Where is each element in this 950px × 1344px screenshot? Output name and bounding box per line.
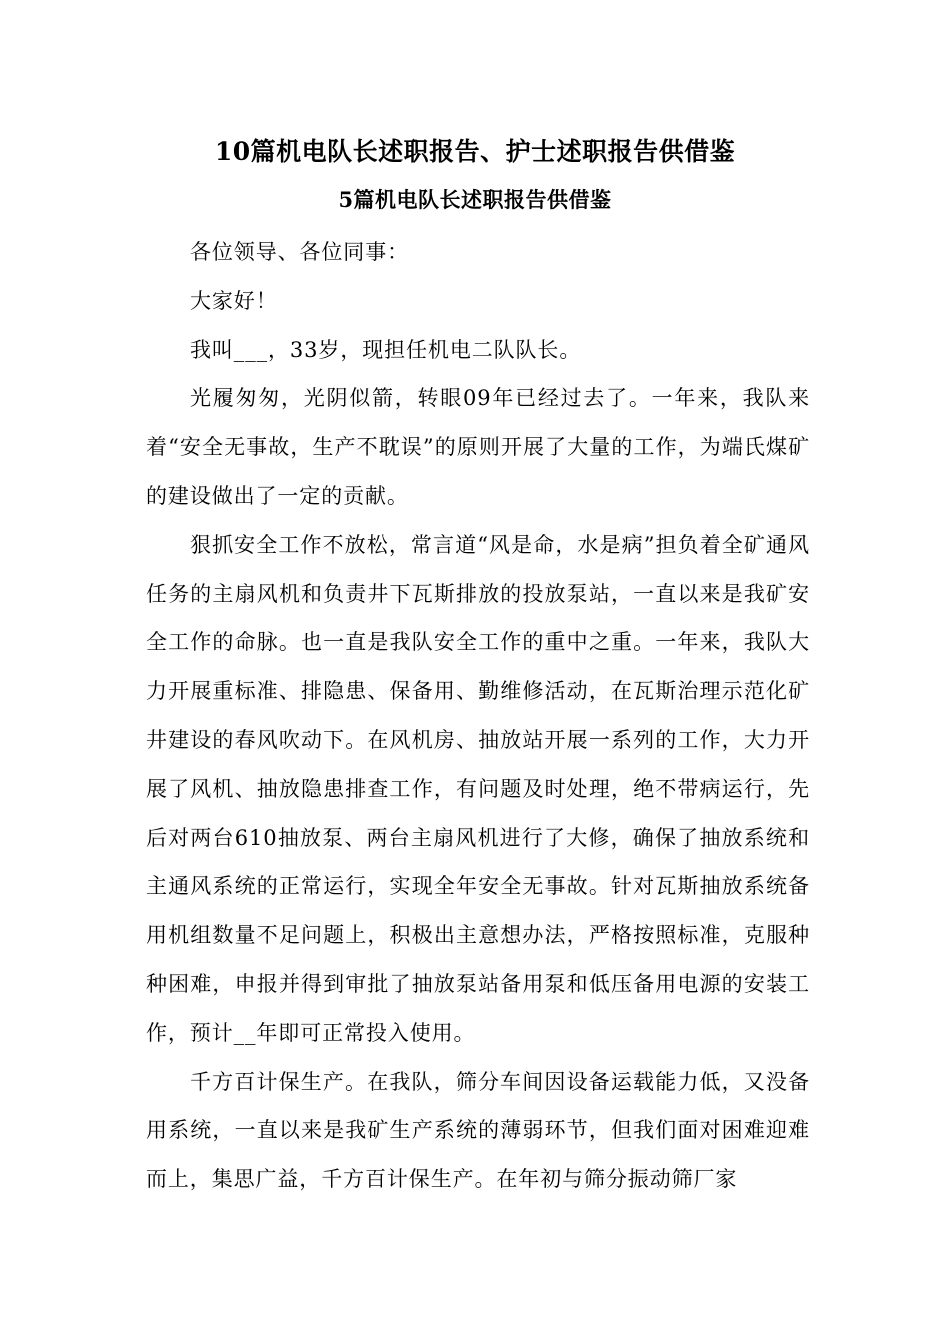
introduction-paragraph: 我叫___，33岁，现担任机电二队队长。 [190, 337, 582, 362]
greeting-paragraph: 大家好！ [190, 288, 278, 313]
document-body [146, 228, 810, 1204]
document-title: 10篇机电队长述职报告、护士述职报告供借鉴 [214, 137, 736, 166]
overview-paragraph: 光履匆匆，光阴似箭，转眼09年已经过去了。一年来，我队来着“安全无事故，生产不耽误”的原则开展了大量的工作，为端氏煤矿的建设做出了一定的贡献。 [146, 386, 810, 508]
safety-work-paragraph: 狠抓安全工作不放松，常言道“风是命，水是病”担负着全矿通风任务的主扇风机和负责井下瓦斯排放的投放泵站，一直以来是我矿安全工作的命脉。也一直是我队安全工作的重中之重。一年来，我队大力开展重标准、排隐患、保备用、勤维修活动，在瓦斯治理示范化矿井建设的春风吹动下。在风机房、抽放站开展一系列的工作，大力开展了风机、抽放隐患排查工作，有问题及时处理，绝不带病运行，先后对两台610抽放泵、两台主扇风机进行了大修，确保了抽放系统和主通风系统的正常运行，实现全年安全无事故。针对瓦斯抽放系统备用机组数量不足问题上，积极出主意想办法，严格按照标准，克服种种困难，申报并得到审批了抽放泵站备用泵和低压备用电源的安装工作，预计__年即可正常投入使用。 [146, 532, 810, 1045]
salutation-paragraph: 各位领导、各位同事： [190, 240, 409, 264]
production-paragraph: 千方百计保生产。在我队，筛分车间因设备运载能力低，又没备用系统，一直以来是我矿生产系统的薄弱环节，但我们面对困难迎难而上，集思广益，千方百计保生产。在年初与筛分振动筛厂家 [146, 1069, 810, 1192]
document-subtitle: 5篇机电队长述职报告供借鉴 [338, 187, 612, 212]
